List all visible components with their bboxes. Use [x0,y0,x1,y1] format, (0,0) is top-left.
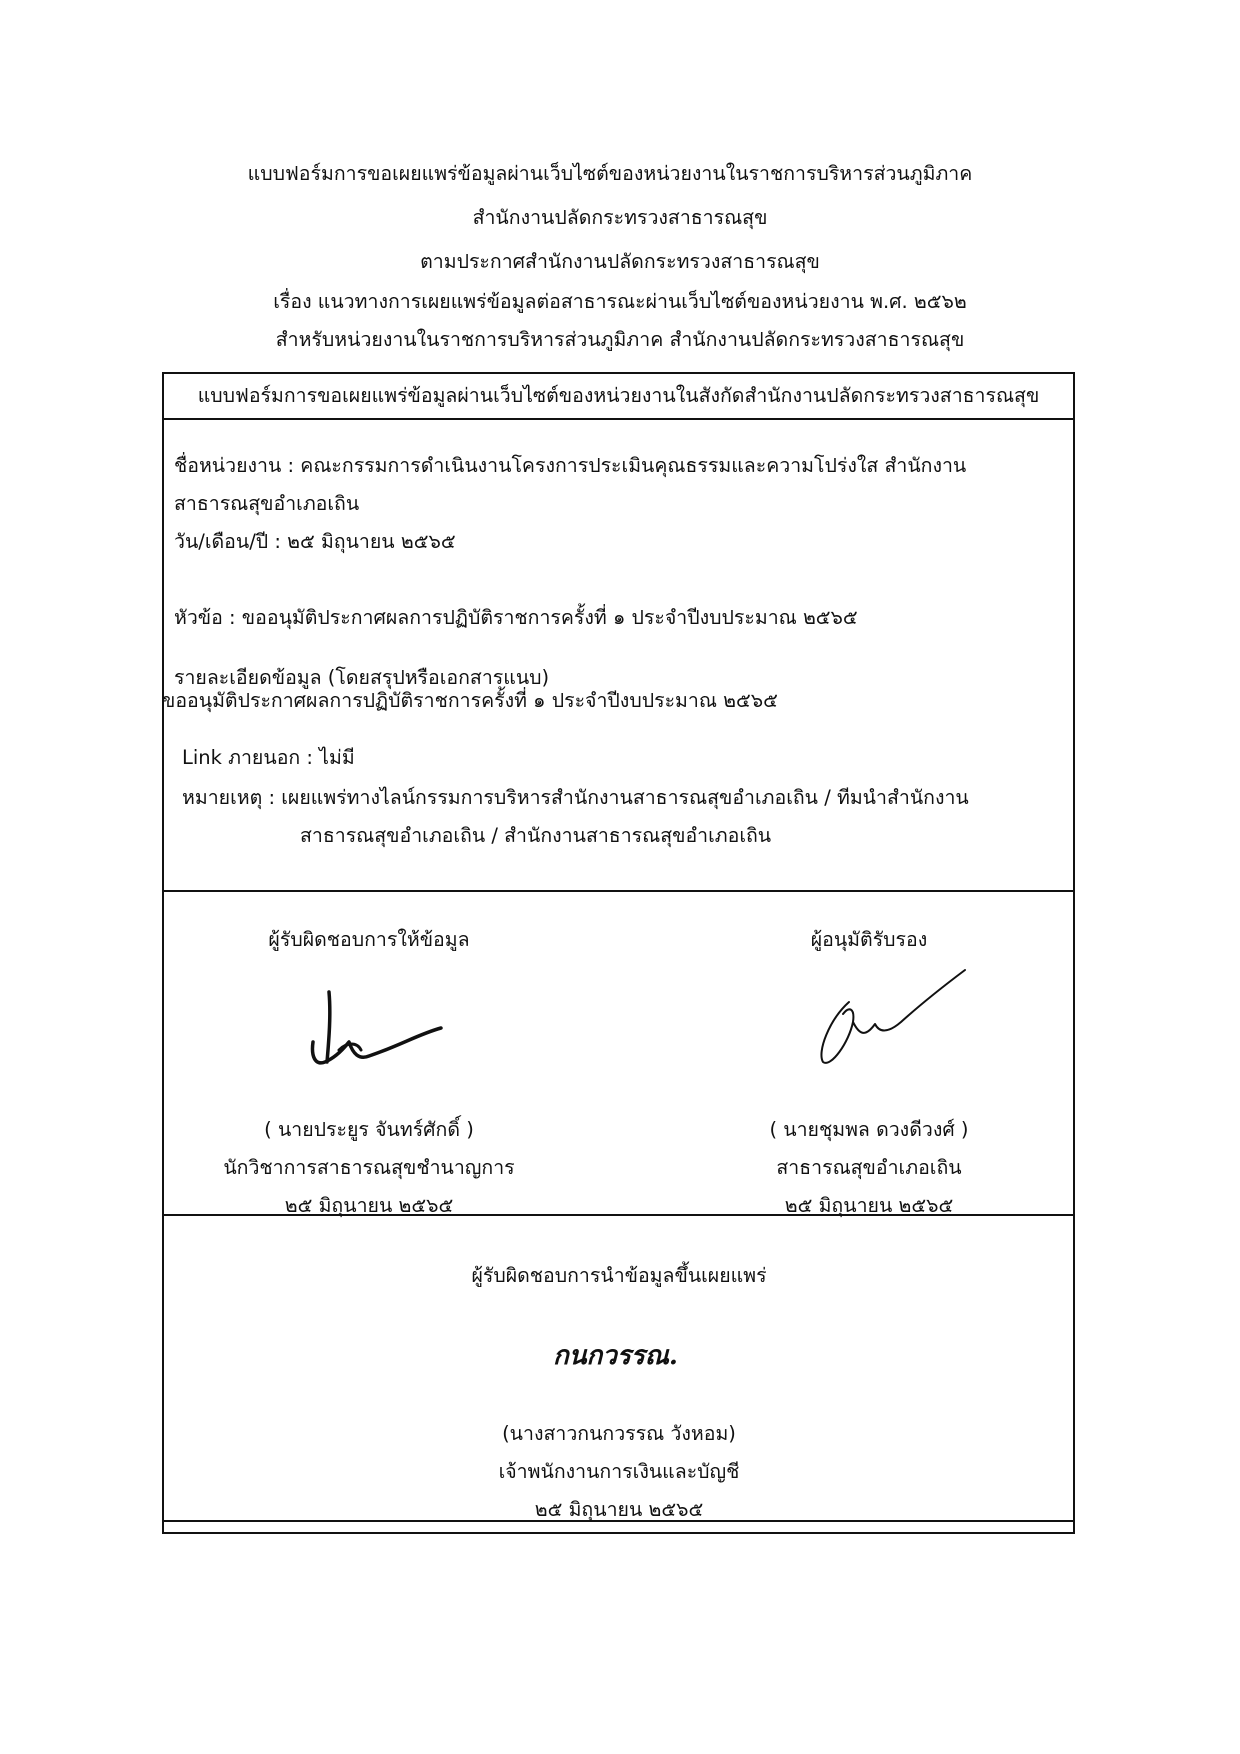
detail-value: ขออนุมัติประกาศผลการปฏิบัติราชการครั้งที่ ๑ ประจำปีงบประมาณ ๒๕๖๕ [162,689,778,712]
unit-name: ชื่อหน่วยงาน : คณะกรรมการดำเนินงานโครงการประเมินคุณธรรมและความโปร่งใส สำนักงาน [174,454,967,477]
publisher-signature-block [364,374,874,1532]
publisher-role: ผู้รับผิดชอบการนำข้อมูลขึ้นเผยแพร่ [471,1264,767,1287]
external-link: Link ภายนอก : ไม่มี [182,746,355,769]
publisher-signature [549,1334,689,1374]
approver-name: ( นายชุมพล ดวงดีวงศ์ ) [769,1118,969,1141]
header-line-2: สำนักงานปลัดกระทรวงสาธารณสุข [472,206,768,229]
header-line-3: ตามประกาศสำนักงานปลัดกระทรวงสาธารณสุข [420,250,820,273]
publisher-position: เจ้าพนักงานการเงินและบัญชี [498,1460,740,1483]
provider-name: ( นายประยูร จันทร์ศักดิ์ ) [264,1118,474,1141]
publication-form [162,372,1075,1534]
approver-role: ผู้อนุมัติรับรอง [810,928,928,951]
unit-name-continued: สาธารณสุขอำเภอเถิน [174,492,360,515]
provider-date: ๒๕ มิถุนายน ๒๕๖๕ [284,1194,454,1217]
publisher-name: (นางสาวกนกวรรณ วังหอม) [502,1422,736,1445]
form-date: วัน/เดือน/ปี : ๒๕ มิถุนายน ๒๕๖๕ [174,530,456,553]
approver-position: สาธารณสุขอำเภอเถิน [776,1156,962,1179]
remark: หมายเหตุ : เผยแพร่ทางไลน์กรรมการบริหารสำนักงานสาธารณสุขอำเภอเถิน / ทีมนำสำนักงาน [182,786,969,809]
form-title: แบบฟอร์มการขอเผยแพร่ข้อมูลผ่านเว็บไซต์ของหน่วยงานในสังกัดสำนักงานปลัดกระทรวงสาธารณสุข [197,384,1040,407]
remark-continued: สาธารณสุขอำเภอเถิน / สำนักงานสาธารณสุขอำเภอเถิน [300,824,772,847]
approver-date: ๒๕ มิถุนายน ๒๕๖๕ [784,1194,954,1217]
publisher-signature-text: กนกวรรณ. [553,1341,678,1371]
header-line-1: แบบฟอร์มการขอเผยแพร่ข้อมูลผ่านเว็บไซต์ของหน่วยงานในราชการบริหารส่วนภูมิภาค [247,162,973,185]
provider-role: ผู้รับผิดชอบการให้ข้อมูล [268,928,470,951]
publisher-date: ๒๕ มิถุนายน ๒๕๖๕ [534,1498,704,1521]
document-header [0,152,1240,360]
header-line-5: สำหรับหน่วยงานในราชการบริหารส่วนภูมิภาค สำนักงานปลัดกระทรวงสาธารณสุข [275,328,965,351]
provider-position: นักวิชาการสาธารณสุขชำนาญการ [223,1156,515,1179]
header-line-4: เรื่อง แนวทางการเผยแพร่ข้อมูลต่อสาธารณะผ่านเว็บไซต์ของหน่วยงาน พ.ศ. ๒๕๖๒ [273,290,967,313]
subject: หัวข้อ : ขออนุมัติประกาศผลการปฏิบัติราชการครั้งที่ ๑ ประจำปีงบประมาณ ๒๕๖๕ [174,606,858,629]
detail-label: รายละเอียดข้อมูล (โดยสรุปหรือเอกสารแนบ) [174,666,550,689]
